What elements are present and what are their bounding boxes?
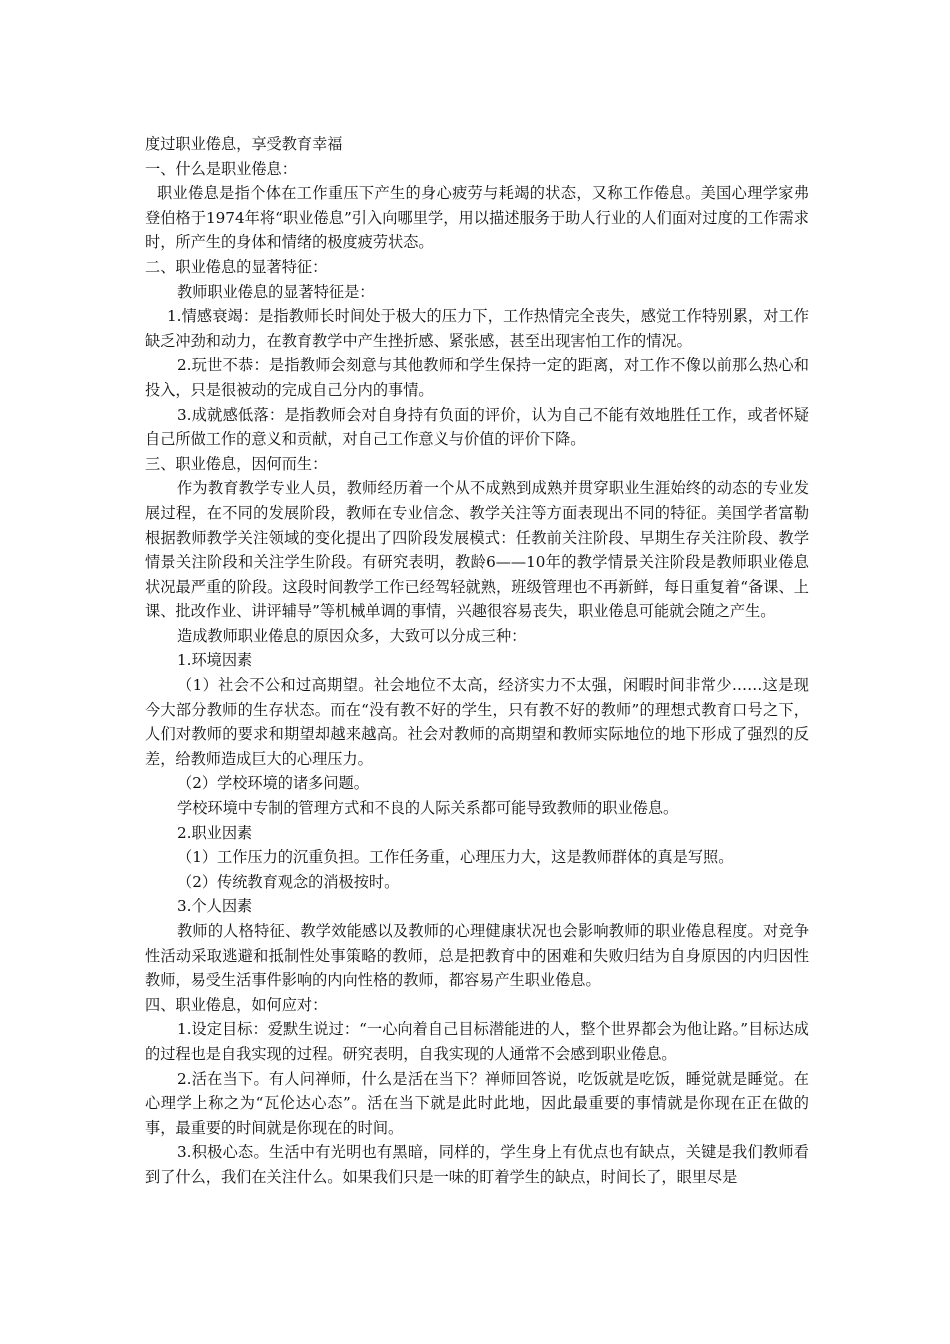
subheading-environment: 1.环境因素 [177, 651, 253, 670]
paragraph-features-intro: 教师职业倦息的显著特征是： [177, 282, 375, 301]
paragraph-causes-intro: 造成教师职业倦息的原因众多，大致可以分成三种： [177, 626, 527, 645]
subheading-personal: 3.个人因素 [177, 897, 253, 916]
paragraph-personal: 教师的人格特征、教学效能感以及教师的心理健康状况也会影响教师的职业倦息程度。对竞争性活动采取逃避和抵制性处事策略的教师，总是把教育中的困难和失败归结为自身原因的内归因性教师，易受生活事件影响的内向性格的教师，都容易产生职业倦息。 [145, 922, 809, 990]
paragraph-occupation-2: （2）传统教育观念的消极按时。 [177, 872, 400, 891]
paragraph-occupation-1: （1）工作压力的沉重负担。工作任务重，心理压力大，这是教师群体的真是写照。 [177, 848, 734, 867]
paragraph-coping-1: 1.设定目标：爱默生说过：“一心向着自己目标潜能进的人，整个世界都会为他让路。”目标达成的过程也是自我实现的过程。研究表明，自我实现的人通常不会感到职业倦息。 [145, 1020, 809, 1063]
paragraph-school-environment: 学校环境中专制的管理方式和不良的人际关系都可能导致教师的职业倦息。 [177, 799, 679, 818]
paragraph-environment-1: （1）社会不公和过高期望。社会地位不太高，经济实力不太强，闲暇时间非常少……这是现今大部分教师的生存状态。而在“没有教不好的学生，只有教不好的教师”的理想式教育口号之下，人们对教师的要求和期望却越来越高。社会对教师的高期望和教师实际地位的地下形成了强烈的反差，给教师造成巨大的心理压力。 [145, 676, 809, 768]
section-heading-3: 三、职业倦息，因何而生： [145, 454, 328, 473]
section-heading-2: 二、职业倦息的显著特征： [145, 257, 328, 276]
subheading-occupation: 2.职业因素 [177, 823, 253, 842]
section-heading-1: 一、什么是职业倦息： [145, 159, 297, 178]
paragraph-coping-2: 2.活在当下。有人问禅师，什么是活在当下？禅师回答说，吃饭就是吃饭，睡觉就是睡觉。在心理学上称之为“瓦伦达心态”。活在当下就是此时此地，因此最重要的事情就是你现在正在做的事，最重要的时间就是你现在的时间。 [145, 1069, 809, 1137]
section-heading-4: 四、职业倦息，如何应对： [145, 995, 328, 1014]
document-title: 度过职业倦息，享受教育幸福 [145, 135, 343, 153]
paragraph-feature-3: 3.成就感低落：是指教师会对自身持有负面的评价，认为自己不能有效地胜任工作，或者怀疑自己所做工作的意义和贡献，对自己工作意义与价值的评价下降。 [145, 405, 809, 449]
paragraph-feature-2: 2.玩世不恭：是指教师会刻意与其他教师和学生保持一定的距离，对工作不像以前那么热心和投入，只是很被动的完成自己分内的事情。 [145, 356, 809, 399]
paragraph-definition: 职业倦息是指个体在工作重压下产生的身心疲劳与耗竭的状态，又称工作倦息。美国心理学家弗登伯格于1974年将“职业倦息”引入向哪里学，用以描述服务于助人行业的人们面对过度的工作需求时，所产生的身体和情绪的极度疲劳状态。 [145, 184, 809, 252]
document-body [145, 132, 809, 1190]
paragraph-feature-1: 1.情感衰竭：是指教师长时间处于极大的压力下，工作热情完全丧失，感觉工作特别累，对工作缺乏冲劲和动力，在教育教学中产生挫折感、紧张感，甚至出现害怕工作的情况。 [145, 307, 809, 350]
paragraph-environment-2: （2）学校环境的诸多问题。 [177, 774, 369, 793]
paragraph-causes-stages: 作为教育教学专业人员，教师经历着一个从不成熟到成熟并贯穿职业生涯始终的动态的专业发展过程，在不同的发展阶段，教师在专业信念、教学关注等方面表现出不同的特征。美国学者富勒根据教师教学关注领域的变化提出了四阶段发展模式：任教前关注阶段、早期生存关注阶段、教学情景关注阶段和关注学生阶段。有研究表明，教龄6——10年的教学情景关注阶段是教师职业倦息状况最严重的阶段。这段时间教学工作已经驾轻就熟，班级管理也不再新鲜，每日重复着“备课、上课、批改作业、讲评辅导”等机械单调的事情，兴趣很容易丧失，职业倦息可能就会随之产生。 [145, 479, 809, 621]
paragraph-coping-3: 3.积极心态。生活中有光明也有黑暗，同样的，学生身上有优点也有缺点，关键是我们教师看到了什么，我们在关注什么。如果我们只是一味的盯着学生的缺点，时间长了，眼里尽是 [145, 1143, 809, 1186]
